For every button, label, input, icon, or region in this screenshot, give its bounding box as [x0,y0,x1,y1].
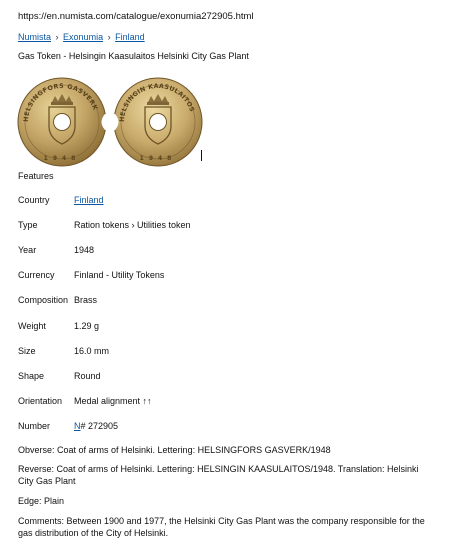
breadcrumb-item-finland[interactable]: Finland [115,32,145,42]
feature-label-composition: Composition [18,295,69,305]
text-cursor [201,150,202,161]
comments-description: Comments: Between 1900 and 1977, the Helsinki City Gas Plant was the company responsible for the gas distribution of the City of Helsinki. [18,516,425,538]
feature-value-country-link[interactable]: Finland [74,195,104,205]
obverse-description: Obverse: Coat of arms of Helsinki. Lettering: HELSINGFORS GASVERK/1948 [18,445,331,455]
breadcrumb-item-exonumia[interactable]: Exonumia [63,32,104,42]
breadcrumb-separator: › [55,32,59,42]
features-heading: Features [18,171,54,181]
obverse-lettering: HELSINGFORS GASVERK [22,82,99,123]
reverse-year: 1948 [139,155,177,162]
breadcrumb-separator: › [107,32,111,42]
coin-images[interactable] [14,74,214,170]
feature-label-weight: Weight [18,321,46,331]
page-url: https://en.numista.com/catalogue/exonumia272905.html [18,11,254,22]
reverse-coin-image [112,78,202,166]
feature-label-shape: Shape [18,371,45,381]
feature-value-currency: Finland - Utility Tokens [74,270,165,280]
number-link[interactable]: N [74,421,81,431]
feature-label-currency: Currency [18,270,55,280]
feature-label-year: Year [18,245,37,255]
edge-description: Edge: Plain [18,496,65,506]
feature-value-orientation: Medal alignment ↑↑ [74,396,152,406]
feature-value-shape: Round [74,371,101,381]
feature-value-type: Ration tokens › Utilities token [74,220,191,230]
feature-value-year: 1948 [74,245,95,255]
feature-value-weight: 1.29 g [74,321,100,331]
breadcrumb [18,32,145,42]
page-title: Gas Token - Helsingin Kaasulaitos Helsinki City Gas Plant [18,51,249,61]
number-value: # 272905 [80,421,119,431]
obverse-coin-image [18,78,110,166]
feature-label-type: Type [18,220,38,230]
feature-value-composition: Brass [74,295,98,305]
obverse-year: 1948 [43,155,81,162]
reverse-lettering: HELSINGIN KAASULAITOS [118,82,196,123]
reverse-description: Reverse: Coat of arms of Helsinki. Lettering: HELSINGIN KAASULAITOS/1948. Translation: Helsinki City Gas Plant [18,464,419,486]
feature-label-size: Size [18,346,36,356]
feature-label-country: Country [18,195,50,205]
feature-value-size: 16.0 mm [74,346,110,356]
feature-label-number: Number [18,421,51,431]
feature-value-number [74,421,118,431]
breadcrumb-item-numista[interactable]: Numista [18,32,52,42]
feature-label-orientation: Orientation [18,396,63,406]
